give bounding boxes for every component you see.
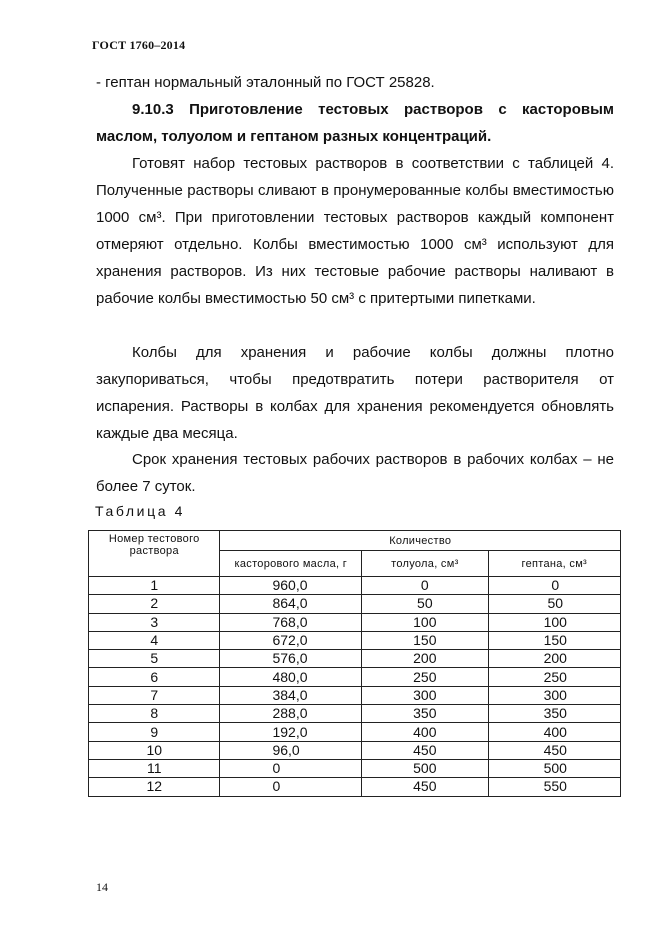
cell-castor-oil: 288,0 bbox=[220, 705, 362, 723]
cell-castor-oil: 480,0 bbox=[220, 668, 362, 686]
header-toluene: толуола, см³ bbox=[362, 551, 488, 577]
cell-heptane: 400 bbox=[488, 723, 620, 741]
table-row bbox=[89, 759, 621, 777]
cell-castor-oil: 768,0 bbox=[220, 613, 362, 631]
paragraph-heptane-reference: - гептан нормальный эталонный по ГОСТ 25828. bbox=[96, 74, 435, 91]
cell-solution-number: 9 bbox=[89, 723, 220, 741]
cell-heptane: 200 bbox=[488, 650, 620, 668]
table-body bbox=[89, 577, 621, 797]
cell-toluene: 450 bbox=[362, 741, 488, 759]
cell-heptane: 150 bbox=[488, 631, 620, 649]
cell-heptane: 250 bbox=[488, 668, 620, 686]
cell-castor-oil: 384,0 bbox=[220, 686, 362, 704]
section-heading-9-10-3: 9.10.3 Приготовление тестовых растворов с касторовым маслом, толуолом и гептаном разных концентраций. bbox=[96, 101, 614, 145]
cell-castor-oil: 0 bbox=[220, 778, 362, 796]
cell-solution-number: 7 bbox=[89, 686, 220, 704]
table-row bbox=[89, 668, 621, 686]
cell-heptane: 450 bbox=[488, 741, 620, 759]
cell-toluene: 400 bbox=[362, 723, 488, 741]
table-row bbox=[89, 686, 621, 704]
cell-solution-number: 2 bbox=[89, 595, 220, 613]
cell-castor-oil: 96,0 bbox=[220, 741, 362, 759]
cell-castor-oil: 192,0 bbox=[220, 723, 362, 741]
cell-toluene: 150 bbox=[362, 631, 488, 649]
cell-toluene: 50 bbox=[362, 595, 488, 613]
cell-heptane: 300 bbox=[488, 686, 620, 704]
table-caption: Таблица 4 bbox=[95, 503, 185, 519]
table-row bbox=[89, 577, 621, 595]
cell-toluene: 350 bbox=[362, 705, 488, 723]
cell-heptane: 50 bbox=[488, 595, 620, 613]
table-row bbox=[89, 723, 621, 741]
cell-toluene: 450 bbox=[362, 778, 488, 796]
table-row bbox=[89, 650, 621, 668]
cell-solution-number: 11 bbox=[89, 759, 220, 777]
cell-solution-number: 3 bbox=[89, 613, 220, 631]
cell-toluene: 100 bbox=[362, 613, 488, 631]
header-quantity: Количество bbox=[220, 531, 621, 551]
page-number: 14 bbox=[96, 880, 108, 894]
paragraph-flasks-sealing: Колбы для хранения и рабочие колбы должны плотно закупориваться, чтобы предотвратить потери растворителя от испарения. Растворы в колбах для хранения рекомендуется обновлять каждые два месяца. bbox=[96, 344, 614, 442]
cell-solution-number: 5 bbox=[89, 650, 220, 668]
table-row bbox=[89, 595, 621, 613]
cell-toluene: 300 bbox=[362, 686, 488, 704]
paragraph-storage-term: Срок хранения тестовых рабочих растворов в рабочих колбах – не более 7 суток. bbox=[96, 451, 614, 495]
cell-toluene: 250 bbox=[362, 668, 488, 686]
cell-castor-oil: 576,0 bbox=[220, 650, 362, 668]
header-castor-oil: касторового масла, г bbox=[220, 551, 362, 577]
header-solution-number: Номер тестового раствора bbox=[89, 531, 220, 577]
paragraph-preparation: Готовят набор тестовых растворов в соответствии с таблицей 4. Полученные растворы сливают в пронумерованные колбы вместимостью 1000 см³. При приготовлении тестовых растворов каждый компонент отмеряют отдельно. Колбы вместимостью 1000 см³ используют для хранения растворов. Из них тестовые рабочие растворы наливают в рабочие колбы вместимостью 50 см³ с притертыми пипетками. bbox=[96, 155, 614, 307]
cell-heptane: 0 bbox=[488, 577, 620, 595]
cell-castor-oil: 864,0 bbox=[220, 595, 362, 613]
cell-solution-number: 4 bbox=[89, 631, 220, 649]
cell-heptane: 350 bbox=[488, 705, 620, 723]
cell-toluene: 0 bbox=[362, 577, 488, 595]
cell-castor-oil: 672,0 bbox=[220, 631, 362, 649]
cell-heptane: 500 bbox=[488, 759, 620, 777]
cell-toluene: 200 bbox=[362, 650, 488, 668]
table-row bbox=[89, 778, 621, 796]
cell-toluene: 500 bbox=[362, 759, 488, 777]
cell-solution-number: 6 bbox=[89, 668, 220, 686]
cell-heptane: 550 bbox=[488, 778, 620, 796]
table-row bbox=[89, 613, 621, 631]
test-solutions-table bbox=[88, 530, 621, 797]
cell-solution-number: 1 bbox=[89, 577, 220, 595]
cell-solution-number: 10 bbox=[89, 741, 220, 759]
cell-heptane: 100 bbox=[488, 613, 620, 631]
cell-solution-number: 12 bbox=[89, 778, 220, 796]
header-heptane: гептана, см³ bbox=[488, 551, 620, 577]
cell-castor-oil: 0 bbox=[220, 759, 362, 777]
table-row bbox=[89, 631, 621, 649]
table-row bbox=[89, 741, 621, 759]
cell-solution-number: 8 bbox=[89, 705, 220, 723]
cell-castor-oil: 960,0 bbox=[220, 577, 362, 595]
table-row bbox=[89, 705, 621, 723]
document-code-header: ГОСТ 1760–2014 bbox=[92, 38, 186, 52]
